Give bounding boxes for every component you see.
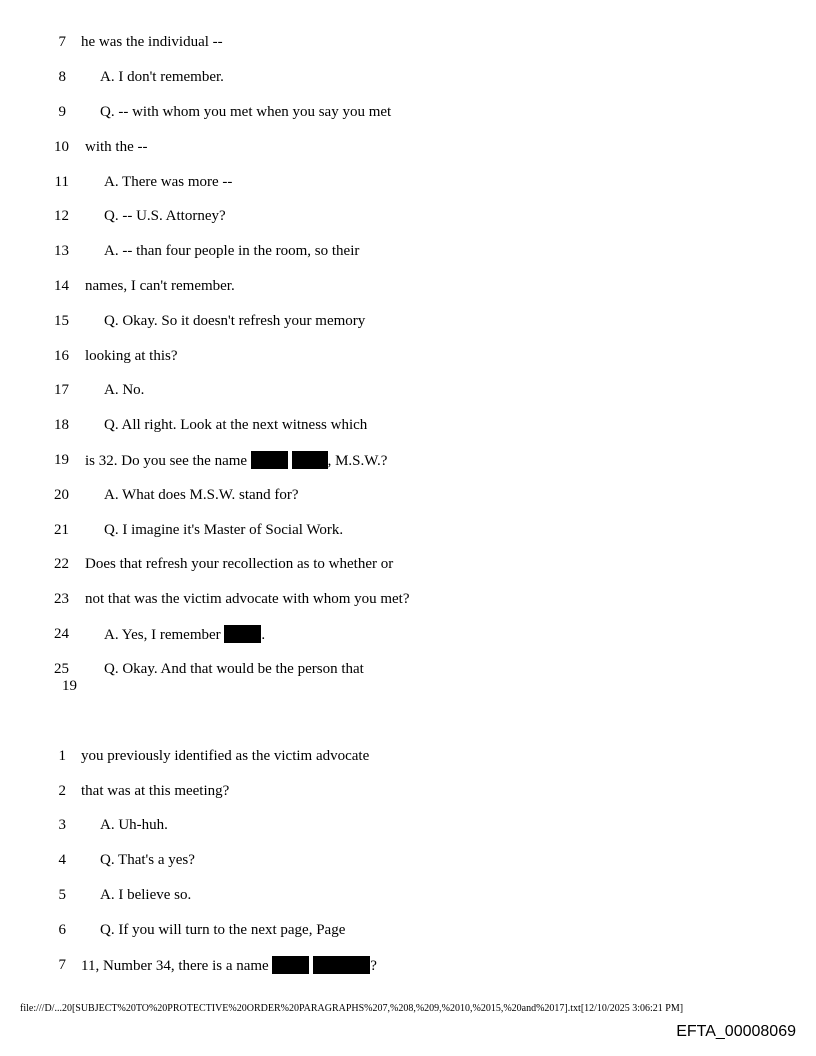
line-number: 16 [54,348,69,364]
line-text-end: . [261,627,266,643]
line-text: you previously identified as the victim advocate [81,748,370,764]
line-number: 6 [58,922,66,938]
redaction-box [272,956,309,974]
redaction-box [292,451,328,469]
line-text: Q. I imagine it's Master of Social Work. [104,522,344,538]
line-number: 1 [58,748,66,764]
line-text: Q. -- with whom you met when you say you met [100,104,392,120]
line-number: 15 [54,313,69,329]
line-text: A. No. [104,382,145,398]
line-number: 8 [58,69,66,85]
line-text: A. I don't remember. [100,69,224,85]
line-text: Q. Okay. So it doesn't refresh your memory [104,313,366,329]
line-number: 19 [54,452,69,468]
line-text: Q. Okay. And that would be the person that [104,661,364,677]
redaction-box [224,625,261,643]
line-text-start: A. Yes, I remember [104,627,221,643]
line-text: Q. -- U.S. Attorney? [104,208,226,224]
line-number: 14 [54,278,69,294]
redaction-box [251,451,288,469]
line-text-end: ? [370,958,377,974]
line-text: that was at this meeting? [81,783,230,799]
line-number: 22 [54,556,69,572]
line-text: A. -- than four people in the room, so their [104,243,360,259]
line-number: 13 [54,243,69,259]
line-number: 2 [58,783,66,799]
line-text: Q. If you will turn to the next page, Page [100,922,346,938]
line-number: 12 [54,208,69,224]
line-text-end: , M.S.W.? [327,453,388,469]
line-text: Does that refresh your recollection as to whether or [85,556,394,572]
line-number: 25 [54,661,69,677]
bates-number: EFTA_00008069 [676,1023,796,1040]
line-number: 9 [58,104,66,120]
line-text: A. Uh-huh. [100,817,168,833]
page-number: 19 [62,678,77,694]
line-number: 7 [58,34,66,50]
line-text: A. There was more -- [104,174,233,190]
line-number: 21 [54,522,69,538]
line-number: 5 [58,887,66,903]
line-text: Q. That's a yes? [100,852,195,868]
line-text: with the -- [85,139,148,155]
line-number: 4 [58,852,66,868]
line-text: looking at this? [85,348,178,364]
line-text: A. I believe so. [100,887,192,903]
line-number: 7 [58,957,66,973]
line-number: 3 [58,817,66,833]
line-text-start: is 32. Do you see the name [85,453,248,469]
line-number: 24 [54,626,69,642]
line-text [104,625,265,644]
line-text [81,956,377,975]
line-number: 11 [54,174,69,190]
line-text-start: 11, Number 34, there is a name [81,958,269,974]
line-text: Q. All right. Look at the next witness which [104,417,368,433]
line-text [85,451,387,470]
redaction-box [313,956,370,974]
line-number: 23 [54,591,69,607]
line-text: not that was the victim advocate with whom you met? [85,591,410,607]
line-number: 10 [54,139,69,155]
line-number: 18 [54,417,69,433]
line-number: 17 [54,382,69,398]
line-text: he was the individual -- [81,34,223,50]
line-text: A. What does M.S.W. stand for? [104,487,299,503]
line-text: names, I can't remember. [85,278,235,294]
line-number: 20 [54,487,69,503]
file-path-footer: file:///D/...20[SUBJECT%20TO%20PROTECTIVE%20ORDER%20PARAGRAPHS%207,%208,%209,%2010,%2015,%20and%2017].txt[12/10/2025 3:06:21 PM] [20,1003,684,1014]
